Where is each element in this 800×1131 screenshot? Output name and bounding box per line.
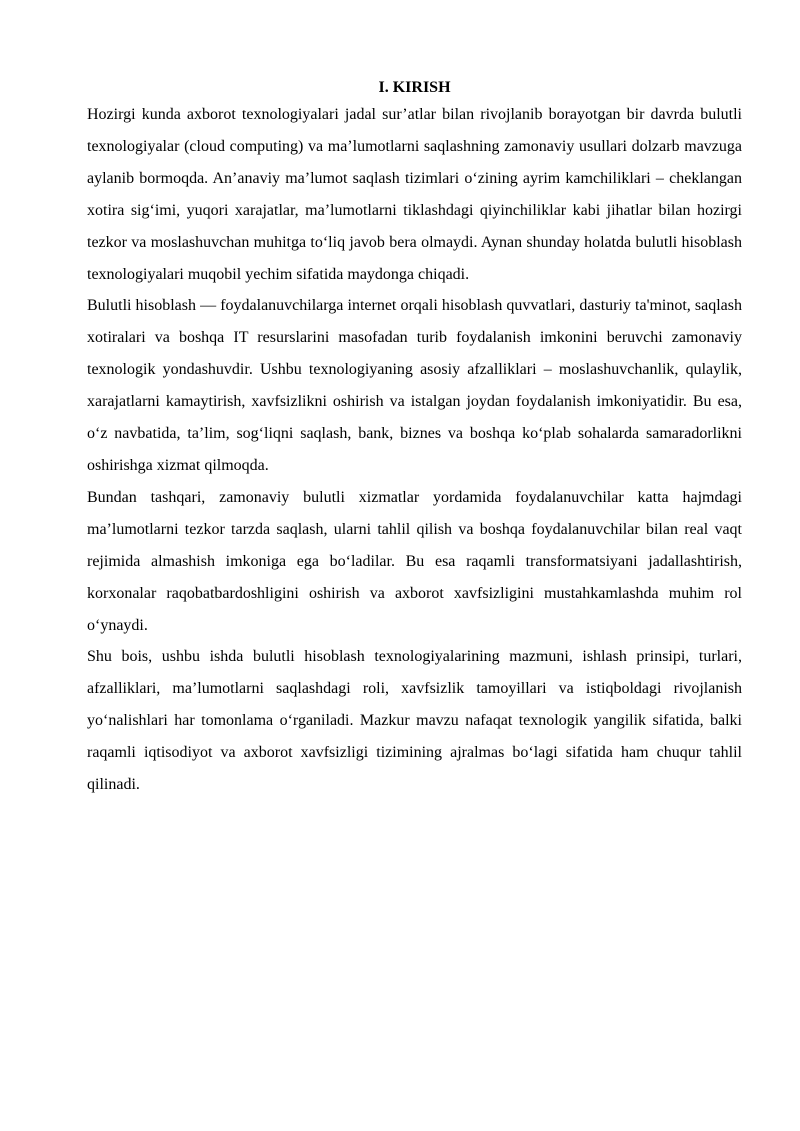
- paragraph-intro: Hozirgi kunda axborot texnologiyalari jadal sur’atlar bilan rivojlanib borayotgan bir davrda bulutli texnologiyalar (cloud computing) va ma’lumotlarni saqlashning zamonaviy usullari dolzarb mavzuga aylanib bormoqda. An’anaviy ma’lumot saqlash tizimlari o‘zining ayrim kamchiliklari – cheklangan xotira sig‘imi, yuqori xarajatlar, ma’lumotlarni tiklashdagi qiyinchiliklar kabi jihatlar bilan hozirgi tezkor va moslashuvchan muhitga to‘liq javob bera olmaydi. Aynan shunday holatda bulutli hisoblash texnologiyalari muqobil yechim sifatida maydonga chiqadi.: [87, 106, 742, 283]
- paragraph-cloud-services: Bundan tashqari, zamonaviy bulutli xizmatlar yordamida foydalanuvchilar katta hajmdagi ma’lumotlarni tezkor tarzda saqlash, ularni tahlil qilish va boshqa foydalanuvchilar bilan real vaqt rejimida almashish imkoniga ega bo‘ladilar. Bu esa raqamli transformatsiyani jadallashtirish, korxonalar raqobatbardoshligini oshirish va axborot xavfsizligini mustahkamlashda muhim rol o‘ynaydi.: [87, 488, 742, 634]
- paragraph-cloud-definition: Bulutli hisoblash — foydalanuvchilarga internet orqali hisoblash quvvatlari, dasturiy ta'minot, saqlash xotiralari va boshqa IT resurslarini masofadan turib foydalanish imkonini beruvchi zamonaviy texnologik yondashuvdir. Ushbu texnologiyaning asosiy afzalliklari – moslashuvchanlik, qulaylik, xarajatlarni kamaytirish, xavfsizlikni oshirish va istalgan joydan foydalanish imkoniyatidir. Bu esa, o‘z navbatida, ta’lim, sog‘liqni saqlash, bank, biznes va boshqa ko‘plab sohalarda samaradorlikni oshirishga xizmat qilmoqda.: [87, 297, 742, 474]
- section-heading: I. KIRISH: [378, 79, 451, 96]
- paragraph-work-scope: Shu bois, ushbu ishda bulutli hisoblash texnologiyalarining mazmuni, ishlash prinsipi, turlari, afzalliklari, ma’lumotlarni saqlashdagi roli, xavfsizlik tamoyillari va istiqboldagi rivojlanish yo‘nalishlari har tomonlama o‘rganiladi. Mazkur mavzu nafaqat texnologik yangilik sifatida, balki raqamli iqtisodiyot va axborot xavfsizligi tizimining ajralmas bo‘lagi sifatida ham chuqur tahlil qilinadi.: [87, 648, 742, 794]
- document-page: [87, 78, 742, 801]
